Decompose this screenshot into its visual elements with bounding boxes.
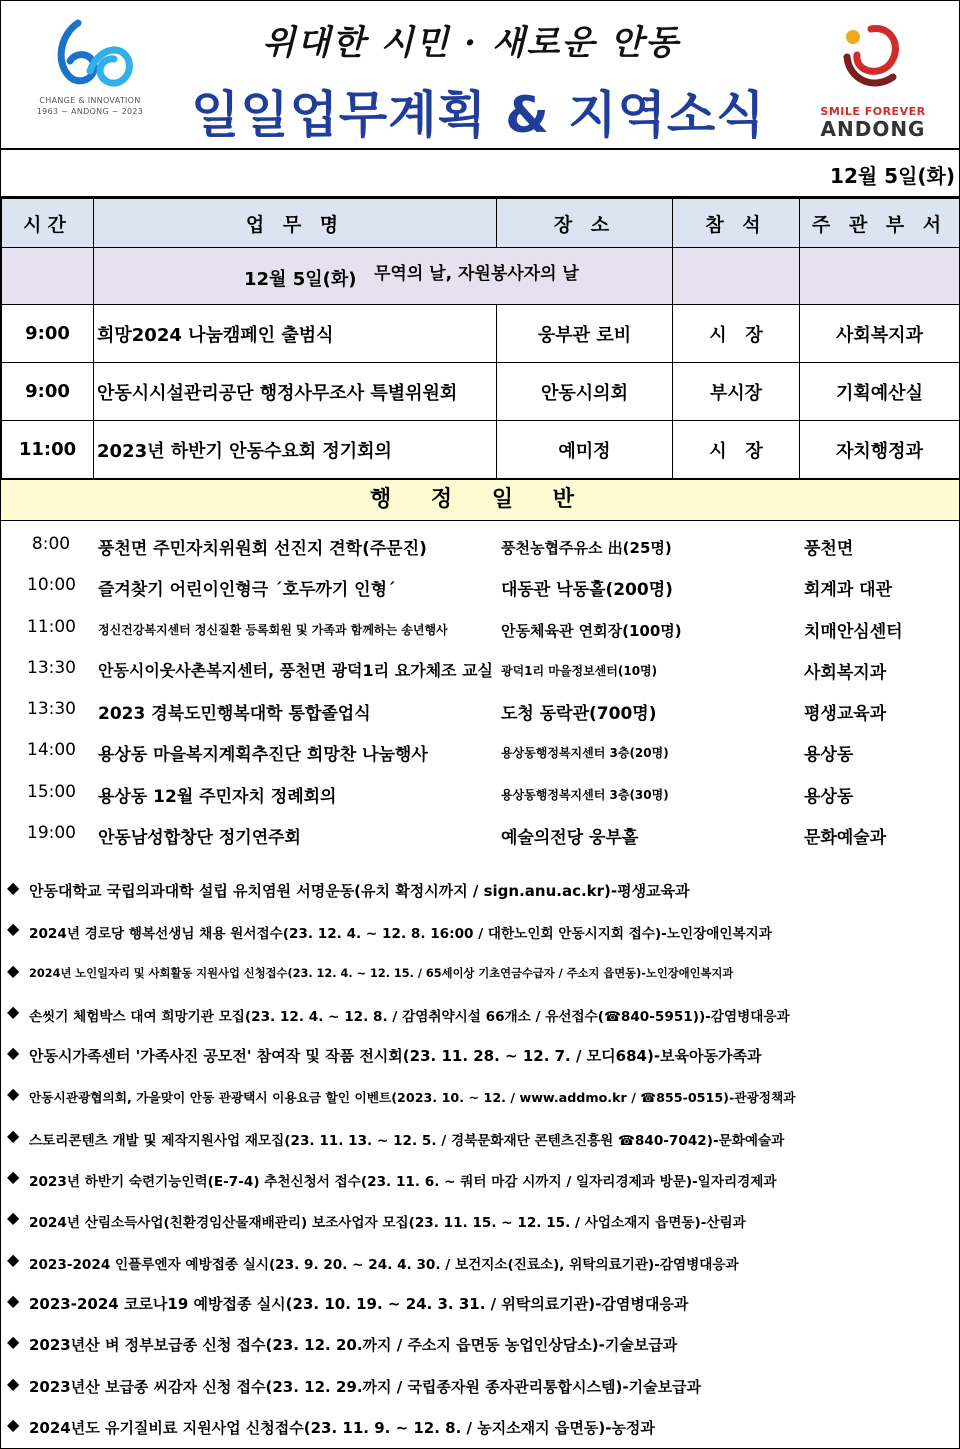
item-task: 풍천면 주민자치위원회 선진지 견학(주문진) bbox=[98, 539, 427, 559]
notice-item bbox=[1, 1198, 959, 1239]
diamond-bullet-icon: ◆ bbox=[7, 1414, 20, 1434]
notice-item bbox=[1, 1116, 959, 1157]
item-place: 풍천농협주유소 出(25명) bbox=[501, 539, 672, 557]
item-time: 8:00 bbox=[31, 534, 71, 554]
list-item bbox=[1, 731, 959, 772]
row-task: 희망2024 나눔캠페인 출범식 bbox=[94, 305, 497, 363]
notice-item bbox=[1, 909, 959, 950]
item-place: 안동체육관 연회장(100명) bbox=[501, 621, 682, 640]
list-item bbox=[1, 773, 959, 814]
row-place: 예미정 bbox=[497, 421, 673, 479]
notice-item bbox=[1, 1074, 959, 1115]
logo-caption-1: CHANGE & INNOVATION bbox=[39, 96, 141, 105]
diamond-bullet-icon: ◆ bbox=[7, 1373, 20, 1393]
table-header bbox=[2, 199, 960, 248]
item-dept: 문화예술과 bbox=[804, 828, 887, 849]
list-item bbox=[1, 525, 959, 566]
notice-list bbox=[1, 868, 959, 1446]
item-task: 용상동 마을복지계획추진단 희망찬 나눔행사 bbox=[98, 745, 428, 766]
item-dept: 용상동 bbox=[804, 786, 854, 807]
row-dept: 자치행정과 bbox=[800, 421, 960, 479]
col-header-dept: 주 관 부 서 bbox=[800, 199, 960, 248]
row-attend: 부시장 bbox=[673, 363, 800, 421]
diamond-bullet-icon: ◆ bbox=[7, 1332, 20, 1352]
item-time: 19:00 bbox=[27, 823, 76, 844]
logo-caption-2: 1963 ~ ANDONG ~ 2023 bbox=[36, 107, 144, 116]
notice-item bbox=[1, 992, 959, 1033]
notice-text: 2023-2024 인플루엔자 예방접종 실시(23. 9. 20. ~ 24. 4. 30. / 보건지소(진료소), 위탁의료기관)-감염병대응과 bbox=[29, 1256, 739, 1273]
list-item bbox=[1, 690, 959, 731]
item-dept: 사회복지과 bbox=[804, 662, 887, 683]
notice-item bbox=[1, 1405, 959, 1446]
item-place: 용상동행정복지센터 3층(20명) bbox=[501, 746, 669, 761]
diamond-bullet-icon: ◆ bbox=[7, 1290, 20, 1310]
logo-right-tagline: SMILE FOREVER bbox=[820, 105, 926, 118]
row-attend: 시 장 bbox=[673, 421, 800, 479]
item-dept: 회계과 대관 bbox=[804, 580, 893, 601]
notice-item bbox=[1, 868, 959, 909]
notice-text: 2023년 하반기 숙련기능인력(E-7-4) 추천신청서 접수(23. 11. 6. ~ 쿼터 마감 시까지 / 일자리경제과 방문)-일자리경제과 bbox=[29, 1174, 777, 1191]
diamond-bullet-icon: ◆ bbox=[7, 1167, 20, 1187]
current-date: 12월 5일(화) bbox=[830, 164, 955, 188]
table-row bbox=[2, 305, 960, 363]
notice-text: 2024년 경로당 행복선생님 채용 원서접수(23. 12. 4. ~ 12. 8. 16:00 / 대한노인회 안동시지회 접수)-노인장애인복지과 bbox=[29, 926, 772, 943]
item-time: 11:00 bbox=[27, 616, 76, 637]
diamond-bullet-icon: ◆ bbox=[7, 878, 20, 897]
item-time: 14:00 bbox=[27, 740, 76, 761]
item-task: 안동시이웃사촌복지센터, 풍천면 광덕1리 요가체조 교실 bbox=[98, 660, 493, 680]
row-time: 9:00 bbox=[2, 305, 94, 363]
header bbox=[1, 1, 959, 150]
item-time: 13:30 bbox=[27, 657, 76, 678]
list-item bbox=[1, 566, 959, 607]
notice-text: 2024년 노인일자리 및 사회활동 지원사업 신청접수(23. 12. 4. ~ 12. 15. / 65세이상 기초연금수급자 / 주소지 읍면동)-노인장애인복지과 bbox=[29, 966, 734, 980]
item-place: 광덕1리 마을정보센터(10명) bbox=[501, 663, 658, 678]
smile-logo-icon bbox=[833, 15, 913, 99]
item-task: 안동남성합창단 정기연주회 bbox=[98, 828, 301, 849]
notice-text: 안동시관광협의회, 가을맞이 안동 관광택시 이용요금 할인 이벤트(2023. 10. ~ 12. / www.addmo.kr / ☎855-0515)-관광정책과 bbox=[29, 1090, 796, 1106]
row-dept: 기획예산실 bbox=[800, 363, 960, 421]
table-row bbox=[2, 421, 960, 479]
row-task: 안동시시설관리공단 행정사무조사 특별위원회 bbox=[94, 363, 497, 421]
item-place: 예술의전당 웅부홀 bbox=[501, 828, 639, 849]
anniversary-logo bbox=[31, 15, 149, 127]
diamond-bullet-icon: ◆ bbox=[7, 1001, 20, 1021]
general-list bbox=[1, 525, 959, 855]
special-day-text: 무역의 날, 자원봉사자의 날 bbox=[374, 264, 579, 284]
notice-text: 2024년 산림소득사업(친환경임산물재배관리) 보조사업자 모집(23. 11. 15. ~ 12. 15. / 사업소재지 읍면동)-산림과 bbox=[29, 1215, 746, 1232]
item-place: 도청 동락관(700명) bbox=[501, 704, 657, 725]
row-attend: 시 장 bbox=[673, 305, 800, 363]
notice-item bbox=[1, 1033, 959, 1074]
notice-text: 스토리콘텐츠 개발 및 제작지원사업 재모집(23. 11. 13. ~ 12. 5. / 경북문화재단 콘텐츠진흥원 ☎840-7042)-문화예술과 bbox=[29, 1132, 785, 1149]
item-task: 즐겨찾기 어린이인형극 ´호두까기 인형´ bbox=[98, 580, 396, 601]
item-task: 2023 경북도민행복대학 통합졸업식 bbox=[98, 704, 371, 725]
item-dept: 치매안심센터 bbox=[804, 621, 903, 642]
special-day-row bbox=[2, 248, 960, 305]
section-title-general: 행 정 일 반 bbox=[1, 479, 959, 521]
schedule-table bbox=[1, 198, 960, 479]
row-place: 안동시의회 bbox=[497, 363, 673, 421]
diamond-bullet-icon: ◆ bbox=[7, 1043, 20, 1063]
notice-text: 손씻기 체험박스 대여 희망기관 모집(23. 12. 4. ~ 12. 8. / 감염취약시설 66개소 / 유선접수(☎840-5951))-감염병대응과 bbox=[29, 1008, 790, 1025]
col-header-place: 장 소 bbox=[497, 199, 673, 248]
special-day-date: 12월 5일(화) bbox=[244, 269, 357, 290]
item-time: 13:30 bbox=[27, 699, 76, 720]
col-header-task: 업 무 명 bbox=[94, 199, 497, 248]
table-row bbox=[2, 363, 960, 421]
smile-forever-logo bbox=[813, 15, 933, 141]
diamond-bullet-icon: ◆ bbox=[7, 960, 20, 980]
logo-right-name: ANDONG bbox=[820, 117, 926, 141]
list-item bbox=[1, 814, 959, 855]
diamond-bullet-icon: ◆ bbox=[7, 1208, 20, 1228]
row-task: 2023년 하반기 안동수요회 정기회의 bbox=[94, 421, 497, 479]
row-dept: 사회복지과 bbox=[800, 305, 960, 363]
notice-text: 2023년산 벼 정부보급종 신청 접수(23. 12. 20.까지 / 주소지 읍면동 농업인상담소)-기술보급과 bbox=[29, 1336, 678, 1355]
col-header-time: 시간 bbox=[2, 199, 94, 248]
slogan: 위대한 시민 · 새로운 안동 bbox=[262, 23, 680, 63]
notice-item bbox=[1, 1240, 959, 1281]
notice-text: 2023-2024 코로나19 예방접종 실시(23. 10. 19. ~ 24. 3. 31. / 위탁의료기관)-감염병대응과 bbox=[29, 1294, 689, 1313]
row-time: 11:00 bbox=[2, 421, 94, 479]
item-place: 용상동행정복지센터 3층(30명) bbox=[501, 787, 669, 802]
notice-item bbox=[1, 951, 959, 992]
notice-item bbox=[1, 1157, 959, 1198]
row-place: 웅부관 로비 bbox=[497, 305, 673, 363]
notice-item bbox=[1, 1364, 959, 1405]
notice-item bbox=[1, 1281, 959, 1322]
item-dept: 풍천면 bbox=[804, 539, 854, 559]
notice-text: 2024년도 유기질비료 지원사업 신청접수(23. 11. 9. ~ 12. 8. / 농지소재지 읍면동)-농정과 bbox=[29, 1418, 655, 1437]
item-dept: 용상동 bbox=[804, 745, 854, 766]
col-header-attend: 참 석 bbox=[673, 199, 800, 248]
diamond-bullet-icon: ◆ bbox=[7, 1084, 20, 1104]
item-task: 용상동 12월 주민자치 정례회의 bbox=[98, 786, 337, 807]
list-item bbox=[1, 608, 959, 649]
page-title: 일일업무계획 & 지역소식 bbox=[191, 86, 766, 144]
diamond-bullet-icon: ◆ bbox=[7, 1125, 20, 1145]
date-row bbox=[1, 150, 959, 198]
diamond-bullet-icon: ◆ bbox=[7, 919, 20, 939]
notice-text: 2023년산 보급종 씨감자 신청 접수(23. 12. 29.까지 / 국립종자원 종자관리통합시스템)-기술보급과 bbox=[29, 1377, 702, 1396]
row-time: 9:00 bbox=[2, 363, 94, 421]
anniversary-logo-icon bbox=[42, 15, 138, 95]
item-time: 10:00 bbox=[27, 575, 76, 596]
item-place: 대동관 낙동홀(200명) bbox=[501, 580, 673, 601]
diamond-bullet-icon: ◆ bbox=[7, 1249, 20, 1269]
notice-item bbox=[1, 1322, 959, 1363]
item-task: 정신건강복지센터 정신질환 등록회원 및 가족과 함께하는 송년행사 bbox=[98, 622, 448, 637]
notice-text: 안동시가족센터 '가족사진 공모전' 참여작 및 작품 전시회(23. 11. 28. ~ 12. 7. / 모디684)-보육아동가족과 bbox=[29, 1047, 762, 1066]
item-dept: 평생교육과 bbox=[804, 704, 887, 725]
item-time: 15:00 bbox=[27, 781, 76, 802]
notice-text: 안동대학교 국립의과대학 설립 유치염원 서명운동(유치 확정시까지 / sign.anu.ac.kr)-평생교육과 bbox=[29, 882, 690, 900]
list-item bbox=[1, 649, 959, 690]
